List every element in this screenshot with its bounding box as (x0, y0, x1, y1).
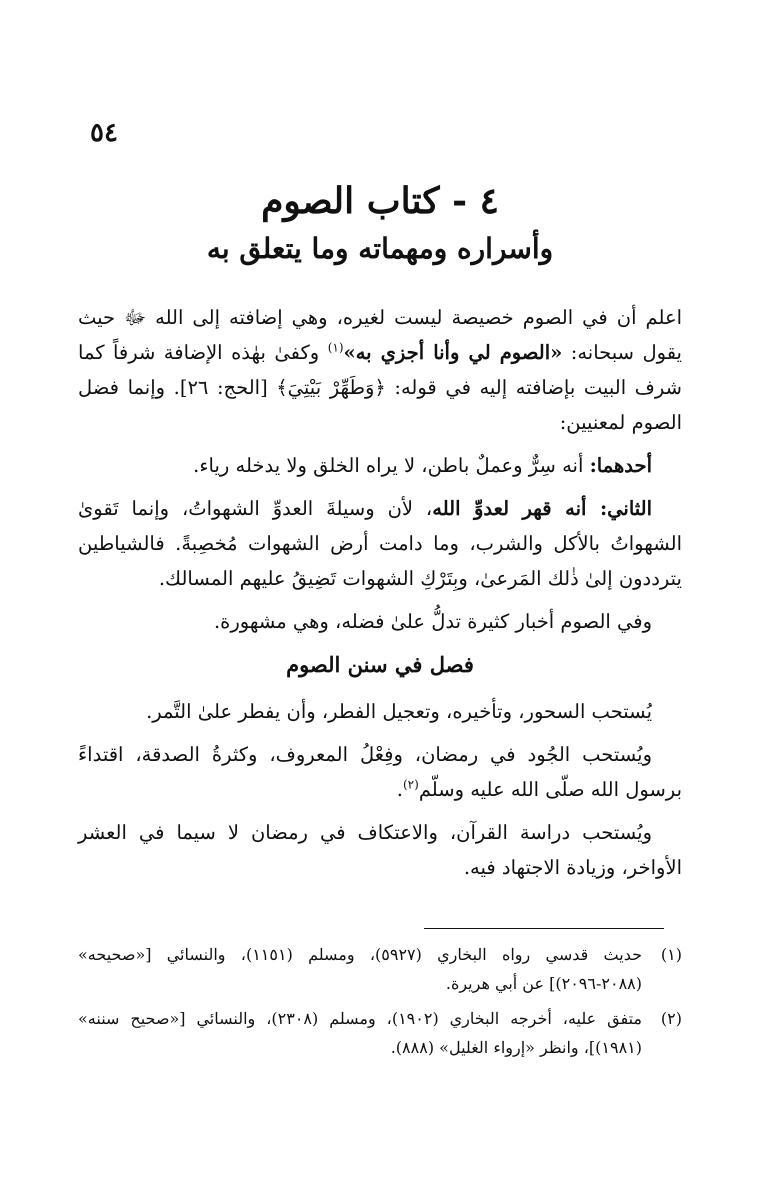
paragraph-sunnah-1: يُستحب السحور، وتأخيره، وتعجيل الفطر، وأن يفطر علىٰ التَّمر. (146, 700, 652, 723)
footnote-ref-2: (٢) (402, 777, 419, 792)
footnote-2 (78, 1004, 682, 1062)
paragraph-text: وكفىٰ بهٰذه الإضافة شرفاً كما شرف البيت بإضافته إليه في قوله: ﴿وَطَهِّرْ بَيْتِيَ﴾ [الحج: ٢٦]. وإنما فضل الصوم لمعنيين: (78, 341, 682, 434)
paragraph-text: . (396, 778, 403, 801)
footnote-text: حديث قدسي رواه البخاري (٥٩٢٧)، ومسلم (١١٥١)، والنسائي [«صحيحه» (٢٠٨٨-٢٠٩٦)] عن أبي هريرة. (78, 945, 642, 993)
paragraph-intro (78, 300, 682, 440)
footnote-number: (٢) (660, 1009, 682, 1028)
paragraph-sunnah-2 (78, 737, 682, 807)
paragraph-second-meaning (78, 491, 682, 596)
paragraph-text: ، لأن وسيلةَ العدوِّ الشهواتُ، وإنما تَقوىٰ الشهواتُ بالأكل والشرب، وما دامت أرض الشهوات مُخصِبةً. فالشياطين يترددون إلىٰ ذٰلك المَرعىٰ، وبِتَرْكِ الشهوات تَضِيقُ عليهم المسالك. (78, 497, 682, 590)
chapter-subtitle: وأسراره ومهماته وما يتعلق به (206, 232, 554, 265)
paragraph-text: أنه سِرٌّ وعملٌ باطن، لا يراه الخلق ولا يدخله رياء. (193, 454, 590, 477)
main-text (78, 300, 682, 893)
chapter-title: ٤ - كتاب الصوم (261, 180, 499, 222)
paragraph-sunnah-3: ويُستحب دراسة القرآن، والاعتكاف في رمضان لا سيما في العشر الأواخر، وزيادة الاجتهاد فيه. (78, 821, 682, 879)
footnote-1 (78, 940, 682, 998)
footnote-number: (١) (660, 945, 682, 964)
paragraph-virtues: وفي الصوم أخبار كثيرة تدلُّ علىٰ فضله، وهي مشهورة. (213, 610, 652, 633)
paragraph-first-meaning (78, 448, 682, 483)
footnote-text: متفق عليه، أخرجه البخاري (١٩٠٢)، ومسلم (٢٣٠٨)، والنسائي [«صحيح سننه» (١٩٨١)]، وانظر «إرواء الغليل» (٨٨٨). (78, 1009, 642, 1057)
hadith-quote: «الصوم لي وأنا أجزي به» (343, 341, 563, 364)
section-heading: فصل في سنن الصوم (286, 652, 474, 677)
label-second: الثاني: (599, 497, 653, 520)
paragraph-text: اعلم أن في الصوم خصيصة ليست لغيره، وهي إضافته إلى الله ﷻ حيث يقول سبحانه: (78, 306, 682, 364)
page-number: ٥٤ (90, 118, 118, 148)
footnote-divider (424, 928, 664, 929)
footnotes (78, 940, 682, 1068)
bold-phrase: أنه قهر لعدوِّ الله (432, 497, 600, 520)
label-first: أحدهما: (589, 454, 652, 477)
paragraph-text: ويُستحب الجُود في رمضان، وفِعْلُ المعروف، وكثرةُ الصدقة، اقتداءً برسول الله صلّى الله عليه وسلّم (78, 743, 682, 801)
footnote-ref-1: (١) (327, 340, 344, 355)
